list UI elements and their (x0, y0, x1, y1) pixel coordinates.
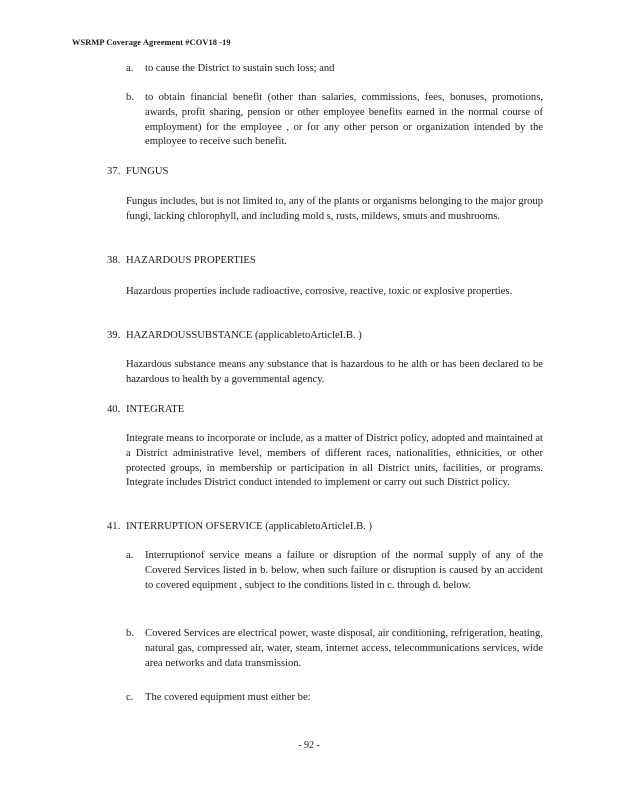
section-39-body: Hazardous substance means any substance that is hazardous to he alth or has been declared to be hazardous to health by a governmental agency. (126, 359, 543, 385)
section-37-body: Fungus includes, but is not limited to, any of the plants or organisms belonging to the major group fungi, lacking chlorophyll, and including mold s, rusts, mildews, smuts and mushrooms. (126, 196, 543, 222)
item-b-label: b. (126, 92, 134, 103)
section-38-number: 38. (107, 255, 121, 266)
section-38-body: Hazardous properties include radioactive, corrosive, reactive, toxic or explosive properties. (126, 286, 513, 297)
page-number: - 92 - (298, 740, 320, 751)
section-41-item-a-label: a. (126, 550, 134, 561)
section-39-number: 39. (107, 330, 121, 341)
section-41-item-c-label: c. (126, 692, 134, 703)
section-37-number: 37. (107, 166, 121, 177)
item-a-text: to cause the District to sustain such loss; and (145, 63, 335, 74)
section-40-body: Integrate means to incorporate or include, as a matter of District policy, adopted and maintained at a District administrative level, members of different races, nationalities, ethnicities, or other protected groups, in membership or participation in all District units, facilities, or programs. Integrate includes District conduct intended to implement or carry out such District policy. (126, 433, 543, 489)
section-41-number: 41. (107, 521, 121, 532)
section-39-title: HAZARDOUSSUBSTANCE (applicabletoArticleI.B. ) (126, 330, 362, 341)
section-41-item-b-text: Covered Services are electrical power, waste disposal, air conditioning, refrigeration, heating, natural gas, compressed air, water, steam, internet access, telecommunications services, wide area networks and data transmission. (145, 628, 543, 669)
section-40-title: INTEGRATE (126, 404, 185, 415)
section-41-item-a-text: Interruptionof service means a failure or disruption of the normal supply of any of the Covered Services listed in b. below, when such failure or disruption is caused by an accident to covered equipment , subject to the conditions listed in c. through d. below. (145, 550, 543, 591)
section-37-title: FUNGUS (126, 166, 169, 177)
section-41-title: INTERRUPTION OFSERVICE (applicabletoArticleI.B. ) (126, 521, 373, 532)
section-40-number: 40. (107, 404, 121, 415)
item-b-text: to obtain financial benefit (other than salaries, commissions, fees, bonuses, promotions, awards, profit sharing, pension or other employee benefits earned in the normal course of employment) for the employee , or for any other person or organization intended by the employee to receive such benefit. (145, 92, 543, 148)
section-41-item-b-label: b. (126, 628, 134, 639)
section-38-title: HAZARDOUS PROPERTIES (126, 255, 256, 266)
item-a-label: a. (126, 63, 134, 74)
section-41-item-c-text: The covered equipment must either be: (145, 692, 311, 703)
document-header: WSRMP Coverage Agreement #COV18 -19 (72, 38, 231, 47)
